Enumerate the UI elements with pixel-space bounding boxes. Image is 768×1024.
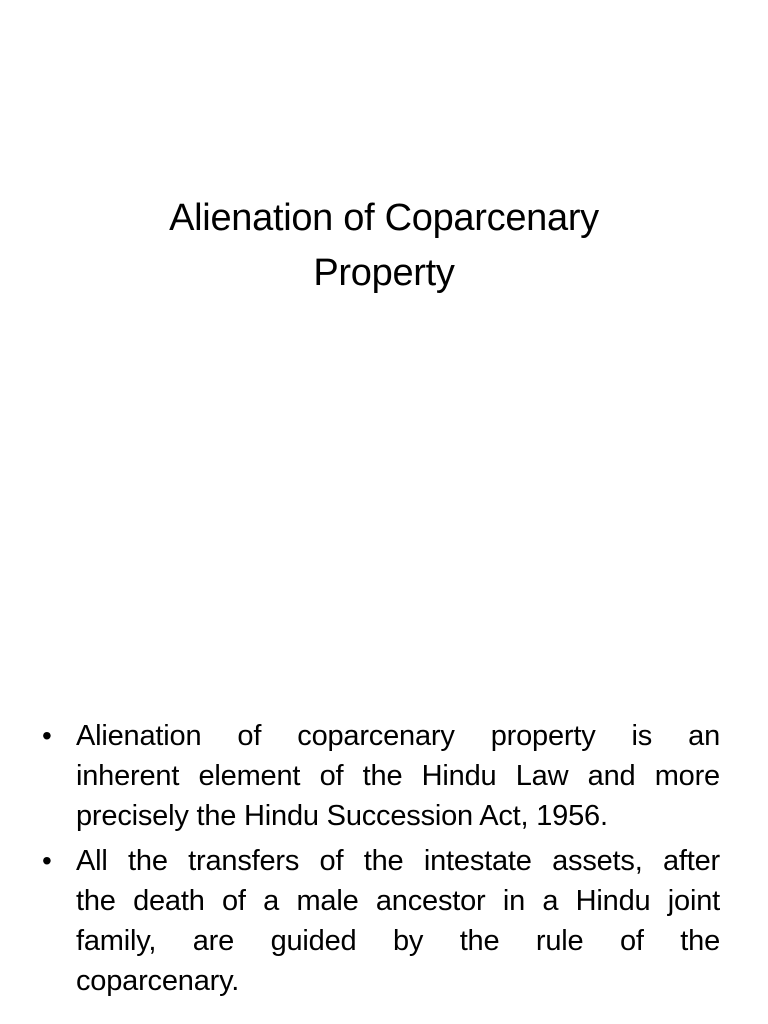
bullet-marker: • [42, 845, 52, 876]
bullet-line: the death of a male ancestor in a Hindu joint [76, 885, 720, 917]
bullet-line: coparcenary. [76, 965, 240, 997]
bullet-list [40, 716, 720, 1006]
bullet-line: Alienation of coparcenary property is an [76, 720, 720, 752]
bullet-text [76, 716, 720, 836]
bullet-marker: • [42, 720, 52, 751]
bullet-line: inherent element of the Hindu Law and more [76, 760, 720, 792]
bullet-line: family, are guided by the rule of the [76, 925, 720, 957]
bullet-line: All the transfers of the intestate assets, after [76, 845, 720, 877]
bullet-item-1 [40, 716, 720, 836]
bullet-item-2 [40, 841, 720, 1001]
slide-title-line-2: Property [313, 252, 455, 294]
slide-title-line-1: Alienation of Coparcenary [169, 197, 599, 239]
slide-title [60, 191, 708, 301]
bullet-text [76, 841, 720, 1001]
bullet-line: precisely the Hindu Succession Act, 1956. [76, 800, 608, 832]
